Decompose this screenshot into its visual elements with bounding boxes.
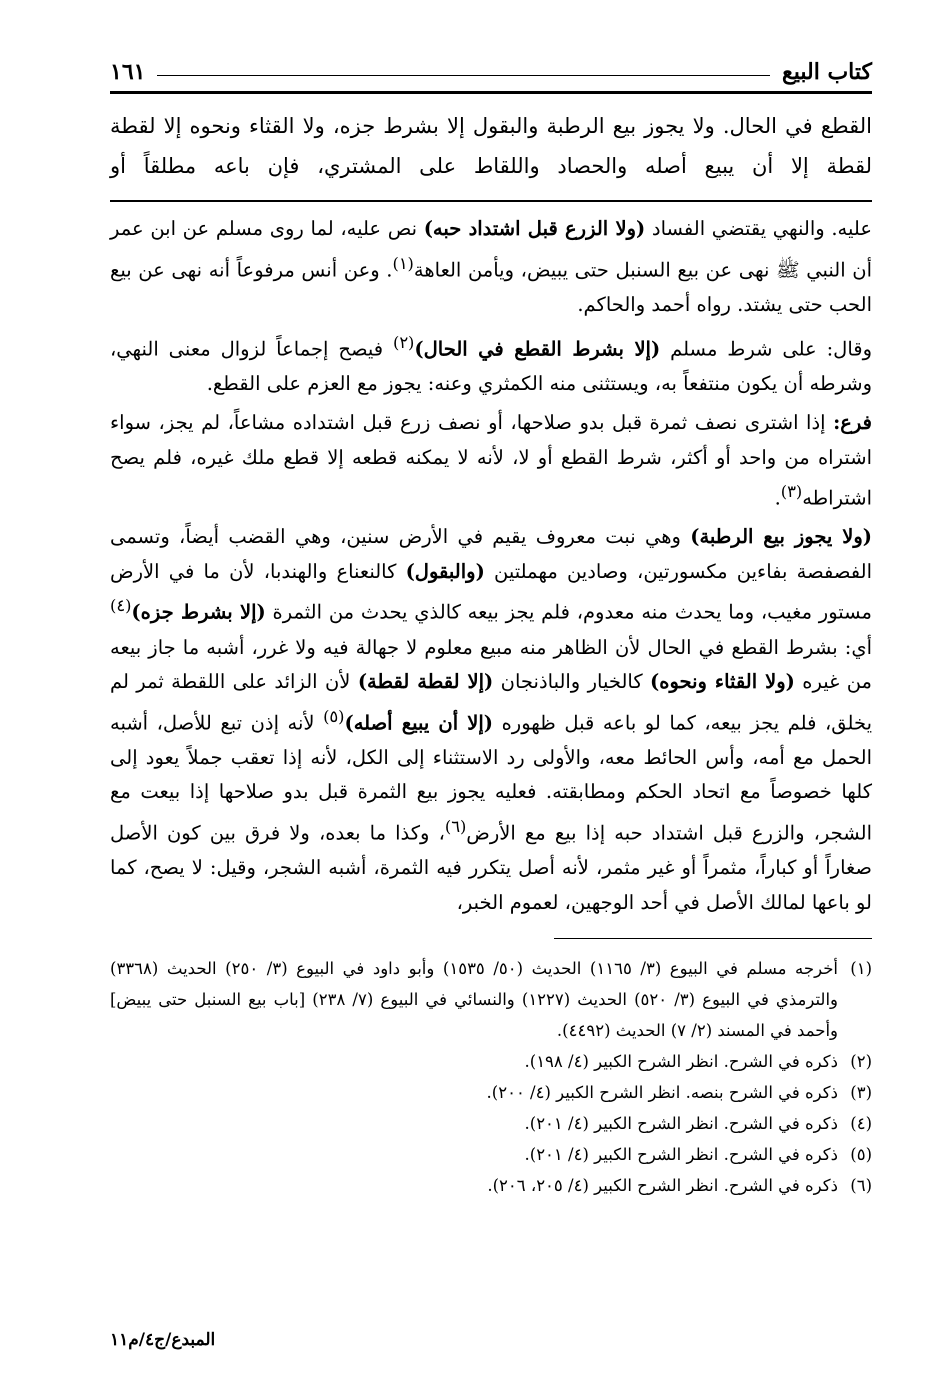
- printer-signature: المبدع/ج٤/م١١: [110, 1330, 216, 1350]
- footnote-4: (٤) ذكره في الشرح. انظر الشرح الكبير (٤/ ٢٠١).: [524, 1114, 872, 1134]
- footnote-ref: (٤): [110, 596, 132, 616]
- chapter-title: كتاب البيع: [782, 59, 872, 85]
- far-label: فرع:: [833, 410, 872, 434]
- page-number: ١٦١: [110, 59, 146, 85]
- footnote-ref: (٢): [392, 333, 415, 353]
- footnote-6: (٦) ذكره في الشرح. انظر الشرح الكبير (٤/ ٢٠٥، ٢٠٦).: [487, 1176, 872, 1196]
- commentary-paragraph-1: عليه. والنهي يقتضي الفساد (ولا الزرع قبل اشتداد حبه) نص عليه، لما روى مسلم عن ابن عمر أن النبي ﷺ نهى عن بيع السنبل حتى يبيض، ويأمن العاهة$^{(١)}$. وعن أنس مرفوعاً أنه نهى عن بيع الحب حتى يشتد. رواه أحمد والحاكم.: [110, 217, 872, 316]
- header-rule: [157, 75, 770, 76]
- commentary-paragraph-4: (ولا يجوز بيع الرطبة) وهي نبت معروف يقيم في الأرض سنين، وهي القضب أيضاً، وتسمى الفصفصة بفاءين مكسورتين، وصادين مهملتين (والبقول) كالنعناع والهندبا، لأن ما في الأرض مستور مغيب، وما يحدث منه معدوم، فلم يجز بيعه كالذي يحدث من الثمرة (إلا بشرط جزه)$^{(٤)}$ أي: بشرط القطع في الحال لأن الظاهر منه مبيع معلوم لا جهالة فيه ولا غرر، أشبه ما جاز بيعه من غيره (ولا القثاء ونحوه) كالخيار والباذنجان (إلا لقطة لقطة) لأن الزائد على اللقطة ثمر لم يخلق، فلم يجز بيعه، كما لو باعه قبل ظهوره (إلا أن يبيع أصله)$^{(٥)}$ لأنه إذن تبع للأصل، أشبه الحمل مع أمه، وأس الحائط معه، والأولى رد الاستثناء إلى الكل، لأنه إذا تعقب جملاً يعود إلى كلها خصوصاً مع اتحاد الحكم ومطابقته. فعليه يجوز بيع الثمرة قبل بدو صلاحها إذا بيعت مع الشجر، والزرع قبل اشتداد حبه إذا بيع مع الأرض$^{(٦)}$، وكذا ما بعده، ولا فرق بين كون الأصل صغاراً أو كباراً، مثمراً أو غير مثمر، لأنه أصل يتكرر فيه الثمرة، أشبه الشجر، وقيل: لا يصح، كما لو باعها لمالك الأصل في أحد الوجهين، لعموم الخبر،: [110, 525, 873, 914]
- quoted-text: (إلا لقطة لقطة): [357, 670, 494, 694]
- commentary: [110, 212, 872, 920]
- footnote-1: (١) أخرجه مسلم في البيوع (٣/ ١١٦٥) الحديث (٥٠/ ١٥٣٥) وأبو داود في البيوع (٣/ ٢٥٠) الحديث (٣٣٦٨) والترمذي في البيوع (٣/ ٥٢٠) الحديث (١٢٢٧) والنسائي في البيوع (٧/ ٢٣٨) [باب بيع السنبل حتى يبيض] وأحمد في المسند (٢/ ٧) الحديث (٤٤٩٢).: [110, 959, 872, 1041]
- footnote-5: (٥) ذكره في الشرح. انظر الشرح الكبير (٤/ ٢٠١).: [524, 1145, 872, 1165]
- quoted-text: (إلا بشرط جزه): [131, 600, 266, 624]
- quoted-text: (ولا الزرع قبل اشتداد حبه): [423, 217, 646, 240]
- footnote-ref: (٣): [780, 482, 803, 502]
- matn-text: القطع في الحال. ولا يجوز بيع الرطبة والبقول إلا بشرط جزه، ولا القثاء ونحوه إلا لقطة لقطة إلا أن يبيع أصله والحصاد واللقاط على المشتري، فإن باعه مطلقاً أو: [110, 114, 872, 178]
- quoted-text: (ولا القثاء ونحوه): [650, 670, 795, 694]
- footnote-3: (٣) ذكره في الشرح بنصه. انظر الشرح الكبير (٤/ ٢٠٠).: [486, 1083, 872, 1103]
- quoted-text: (ولا يجوز بيع الرطبة): [690, 525, 872, 549]
- quoted-text: (إلا أن يبيع أصله): [344, 711, 494, 735]
- footnote-ref: (٦): [444, 817, 467, 836]
- commentary-paragraph-3: فرع: إذا اشترى نصف ثمرة قبل بدو صلاحها، أو نصف زرع قبل اشتداده مشاعاً، لم يجز، سواء اشتراه من واحد أو أكثر، شرط القطع أو لا، لأنه لا يمكنه قطعه إلا قطع ملك غيره، فلم يصح اشتراطه$^{(٣)}$.: [110, 410, 872, 510]
- footnote-ref: (٥): [323, 706, 345, 726]
- book-page: [110, 50, 872, 1350]
- quoted-text: (والبقول): [405, 559, 485, 583]
- footnote-separator: [554, 938, 872, 939]
- footnotes: [110, 953, 872, 1201]
- running-header: [110, 50, 872, 94]
- quoted-text: (إلا بشرط القطع في الحال): [414, 337, 661, 361]
- commentary-paragraph-2: وقال: على شرط مسلم (إلا بشرط القطع في الحال)$^{(٢)}$ فيصح إجماعاً لزوال معنى النهي، وشرطه أن يكون منتفعاً به، ويستثنى منه الكمثري وعنه: يجوز مع العزم على القطع.: [110, 333, 873, 396]
- footnote-2: (٢) ذكره في الشرح. انظر الشرح الكبير (٤/ ١٩٨).: [524, 1052, 872, 1072]
- footnote-ref: (١): [392, 253, 414, 273]
- matn-separator: [110, 200, 872, 202]
